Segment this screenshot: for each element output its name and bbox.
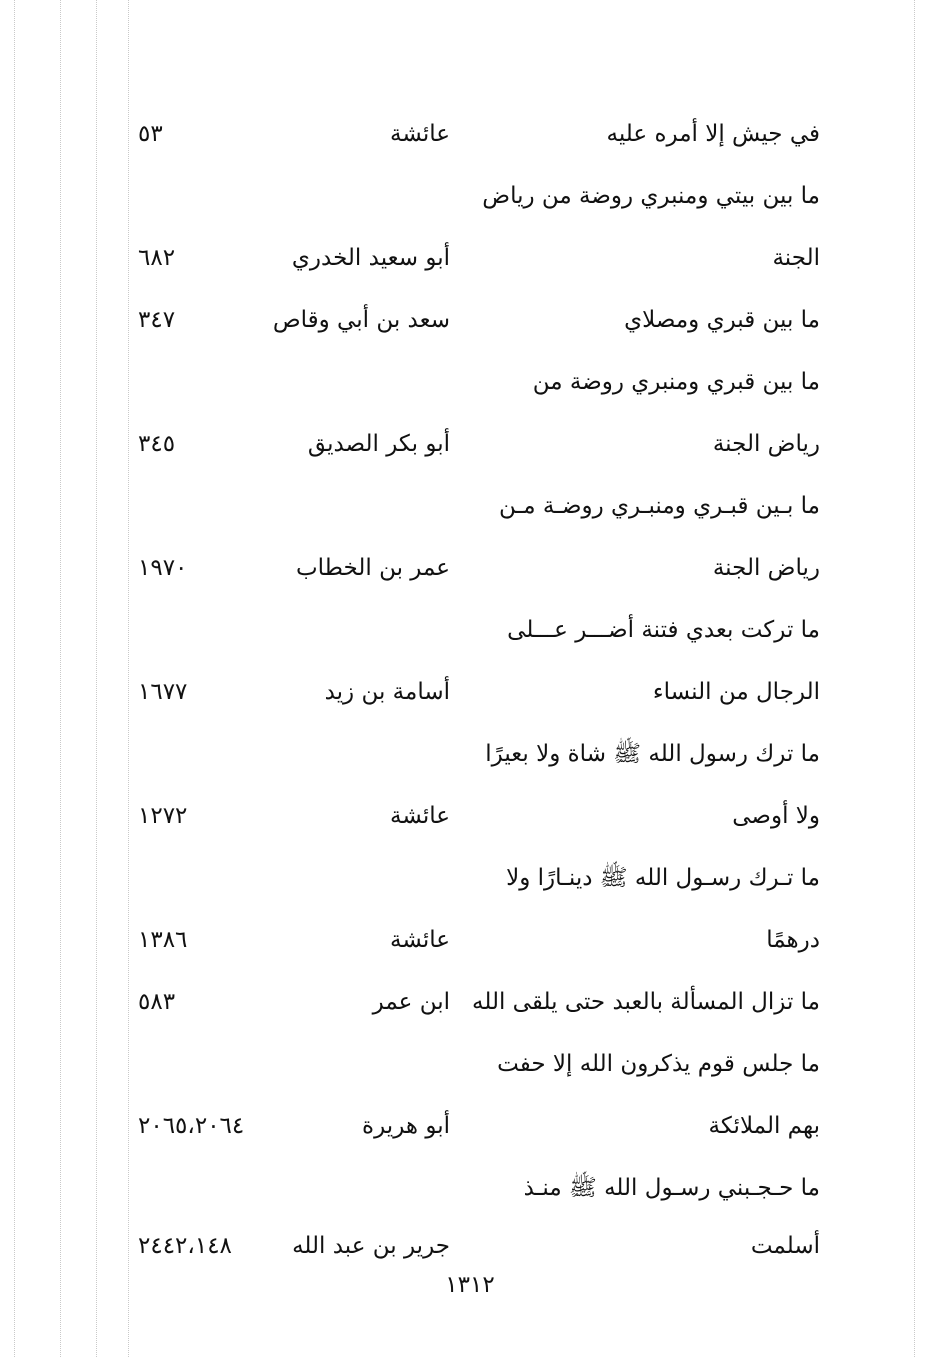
hadith-text: ما حـجـبني رسـول الله ﷺ منـذ <box>523 1175 820 1201</box>
hadith-reference-number: ١٩٧٠ <box>138 555 188 581</box>
index-row <box>0 106 940 162</box>
index-row <box>0 1218 940 1274</box>
index-row <box>0 664 940 720</box>
hadith-reference-number: ١٣٨٦ <box>138 927 188 953</box>
index-row <box>0 416 940 472</box>
hadith-text: ما بـين قبـري ومنبـري روضـة مـن <box>499 493 820 519</box>
narrator-name: ابن عمر <box>372 989 450 1015</box>
narrator-name: سعد بن أبي وقاص <box>272 307 450 333</box>
index-row <box>0 788 940 844</box>
index-row <box>0 540 940 596</box>
hadith-reference-number: ١٢٧٢ <box>138 803 188 829</box>
hadith-text: ما بين قبري ومصلاي <box>624 307 820 333</box>
hadith-reference-number: ٥٨٣ <box>138 989 176 1015</box>
hadith-reference-number: ٦٨٢ <box>138 245 176 271</box>
hadith-text: أسلمت <box>750 1233 820 1259</box>
hadith-text: في جيش إلا أمره عليه <box>606 121 820 147</box>
index-row <box>0 354 940 410</box>
index-row <box>0 726 940 782</box>
index-row <box>0 1160 940 1216</box>
page-number: ١٣١٢ <box>445 1272 495 1298</box>
index-row <box>0 1098 940 1154</box>
narrator-name: عمر بن الخطاب <box>295 555 450 581</box>
narrator-name: عائشة <box>390 803 450 829</box>
hadith-text: درهمًا <box>766 927 820 953</box>
hadith-text: ما بين بيتي ومنبري روضة من رياض <box>482 183 820 209</box>
narrator-name: أبو هريرة <box>362 1113 450 1139</box>
hadith-reference-number: ٢٠٦٥،٢٠٦٤ <box>138 1113 245 1139</box>
hadith-text: الجنة <box>772 245 820 271</box>
hadith-reference-number: ٣٤٥ <box>138 431 176 457</box>
hadith-text: ما تـرك رسـول الله ﷺ دينـارًا ولا <box>506 865 820 891</box>
index-row <box>0 292 940 348</box>
hadith-reference-number: ١٦٧٧ <box>138 679 188 705</box>
hadith-reference-number: ٥٣ <box>138 121 163 147</box>
index-row <box>0 850 940 906</box>
hadith-text: رياض الجنة <box>712 431 820 457</box>
index-row <box>0 974 940 1030</box>
hadith-text: رياض الجنة <box>712 555 820 581</box>
hadith-reference-number: ٢٤٤٢،١٤٨ <box>138 1233 232 1259</box>
hadith-text: بهم الملائكة <box>708 1113 820 1139</box>
hadith-text: ولا أوصى <box>732 803 820 829</box>
hadith-reference-number: ٣٤٧ <box>138 307 176 333</box>
index-row <box>0 168 940 224</box>
index-row <box>0 602 940 658</box>
narrator-name: أسامة بن زيد <box>324 679 450 705</box>
hadith-text: ما تركت بعدي فتنة أضـــر عـــلى <box>507 617 820 643</box>
narrator-name: أبو سعيد الخدري <box>291 245 450 271</box>
hadith-text: ما جلس قوم يذكرون الله إلا حفت <box>497 1051 820 1077</box>
index-row <box>0 912 940 968</box>
narrator-name: عائشة <box>390 121 450 147</box>
hadith-text: ما ترك رسول الله ﷺ شاة ولا بعيرًا <box>485 741 820 767</box>
hadith-text: الرجال من النساء <box>652 679 820 705</box>
narrator-name: جرير بن عبد الله <box>292 1233 450 1259</box>
index-row <box>0 230 940 286</box>
narrator-name: عائشة <box>390 927 450 953</box>
index-row <box>0 478 940 534</box>
narrator-name: أبو بكر الصديق <box>307 431 450 457</box>
index-row <box>0 1036 940 1092</box>
hadith-text: ما بين قبري ومنبري روضة من <box>532 369 820 395</box>
hadith-text: ما تزال المسألة بالعبد حتى يلقى الله <box>472 989 820 1015</box>
